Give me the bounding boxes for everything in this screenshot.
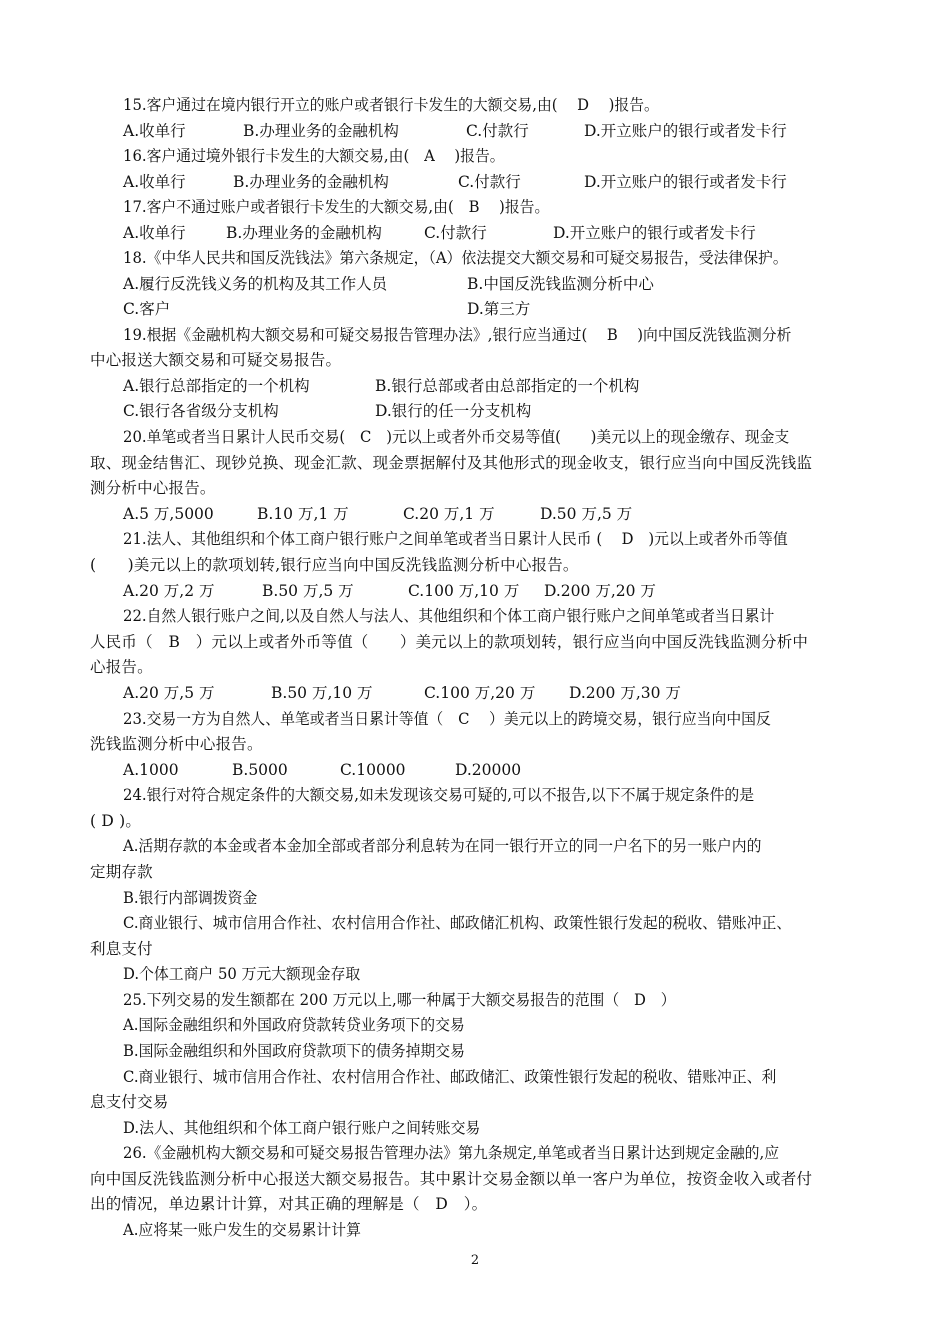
q16-option-d: D.开立账户的银行或者发卡行 <box>584 173 787 191</box>
q20-option-a: A.5 万,5000 <box>123 505 214 523</box>
q24-option-c: C.商业银行、城市信用合作社、农村信用合作社、邮政储汇机构、政策性银行发起的税收、错账冲正、 <box>123 914 792 932</box>
question-25: 25.下列交易的发生额都在 200 万元以上,哪一种属于大额交易报告的范围（ D ） <box>123 991 676 1009</box>
q25-option-b: B.国际金融组织和外国政府贷款项下的债务掉期交易 <box>123 1042 465 1060</box>
q18-option-a: A.履行反洗钱义务的机构及其工作人员 <box>123 275 388 293</box>
q15-option-d: D.开立账户的银行或者发卡行 <box>584 122 787 140</box>
q23-option-b: B.5000 <box>232 761 288 779</box>
q22-option-d: D.200 万,30 万 <box>569 684 681 702</box>
question-16: 16.客户通过境外银行卡发生的大额交易,由( A )报告。 <box>123 147 505 165</box>
q24-option-d: D.个体工商户 50 万元大额现金存取 <box>123 965 361 983</box>
question-23-cont: 洗钱监测分析中心报告。 <box>90 735 263 753</box>
q23-option-c: C.10000 <box>340 761 406 779</box>
question-17: 17.客户不通过账户或者银行卡发生的大额交易,由( B )报告。 <box>123 198 550 216</box>
question-19: 19.根据《金融机构大额交易和可疑交易报告管理办法》,银行应当通过( B )向中国反洗钱监测分析 <box>123 326 792 344</box>
q17-option-a: A.收单行 <box>123 224 186 242</box>
q21-option-c: C.100 万,10 万 <box>408 582 520 600</box>
q23-option-a: A.1000 <box>123 761 179 779</box>
q24-option-a: A.活期存款的本金或者本金加全部或者部分利息转为在同一银行开立的同一户名下的另一账户内的 <box>123 837 762 855</box>
question-22-cont-2: 心报告。 <box>90 658 153 676</box>
q19-option-a: A.银行总部指定的一个机构 <box>123 377 310 395</box>
q15-option-c: C.付款行 <box>466 122 529 140</box>
q19-option-d: D.银行的任一分支机构 <box>375 402 532 420</box>
q17-option-b: B.办理业务的金融机构 <box>226 224 382 242</box>
q21-option-a: A.20 万,2 万 <box>123 582 215 600</box>
question-26-cont-1: 向中国反洗钱监测分析中心报送大额交易报告。其中累计交易金额以单一客户为单位，按资金收入或者付 <box>90 1170 813 1188</box>
q20-option-c: C.20 万,1 万 <box>403 505 495 523</box>
question-22-cont-1: 人民币（ B ）元以上或者外币等值（ ）美元以上的款项划转，银行应当向中国反洗钱监测分析中 <box>90 633 809 651</box>
question-20-cont-1: 取、现金结售汇、现钞兑换、现金汇款、现金票据解付及其他形式的现金收支，银行应当向中国反洗钱监 <box>90 454 813 472</box>
q16-option-c: C.付款行 <box>458 173 521 191</box>
q22-option-c: C.100 万,20 万 <box>424 684 536 702</box>
question-19-cont: 中心报送大额交易和可疑交易报告。 <box>90 351 342 369</box>
q21-option-b: B.50 万,5 万 <box>262 582 354 600</box>
q23-option-d: D.20000 <box>455 761 522 779</box>
q24-option-c-cont: 利息支付 <box>90 940 153 958</box>
q15-option-a: A.收单行 <box>123 122 186 140</box>
question-15: 15.客户通过在境内银行开立的账户或者银行卡发生的大额交易,由( D )报告。 <box>123 96 659 114</box>
q22-option-b: B.50 万,10 万 <box>271 684 373 702</box>
q26-option-a: A.应将某一账户发生的交易累计计算 <box>123 1221 361 1239</box>
q24-option-a-cont: 定期存款 <box>90 863 153 881</box>
question-21-cont: ( )美元以上的款项划转,银行应当向中国反洗钱监测分析中心报告。 <box>90 556 579 574</box>
q19-option-c: C.银行各省级分支机构 <box>123 402 279 420</box>
q25-option-d: D.法人、其他组织和个体工商户银行账户之间转账交易 <box>123 1119 481 1137</box>
q16-option-a: A.收单行 <box>123 173 186 191</box>
q20-option-d: D.50 万,5 万 <box>540 505 633 523</box>
q18-option-c: C.客户 <box>123 300 171 318</box>
q25-option-c-cont: 息支付交易 <box>90 1093 169 1111</box>
q18-option-b: B.中国反洗钱监测分析中心 <box>467 275 654 293</box>
q25-option-c: C.商业银行、城市信用合作社、农村信用合作社、邮政储汇、政策性银行发起的税收、错账冲正、利 <box>123 1068 777 1086</box>
question-24-cont: ( D )。 <box>90 812 142 830</box>
question-20-cont-2: 测分析中心报告。 <box>90 479 216 497</box>
question-22: 22.自然人银行账户之间,以及自然人与法人、其他组织和个体工商户银行账户之间单笔或者当日累计 <box>123 607 775 625</box>
q17-option-c: C.付款行 <box>424 224 487 242</box>
q25-option-a: A.国际金融组织和外国政府贷款转贷业务项下的交易 <box>123 1016 465 1034</box>
question-23: 23.交易一方为自然人、单笔或者当日累计等值（ C ）美元以上的跨境交易，银行应当向中国反 <box>123 710 771 728</box>
q15-option-b: B.办理业务的金融机构 <box>243 122 399 140</box>
question-21: 21.法人、其他组织和个体工商户银行账户之间单笔或者当日累计人民币 ( D )元以上或者外币等值 <box>123 530 788 548</box>
question-26: 26.《金融机构大额交易和可疑交易报告管理办法》第九条规定,单笔或者当日累计达到规定金融的,应 <box>123 1144 780 1162</box>
question-18: 18.《中华人民共和国反洗钱法》第六条规定，（A）依法提交大额交易和可疑交易报告，受法律保护。 <box>123 249 788 267</box>
q16-option-b: B.办理业务的金融机构 <box>233 173 389 191</box>
q20-option-b: B.10 万,1 万 <box>257 505 349 523</box>
question-24: 24.银行对符合规定条件的大额交易,如未发现该交易可疑的,可以不报告,以下不属于规定条件的是 <box>123 786 755 804</box>
q24-option-b: B.银行内部调拨资金 <box>123 889 258 907</box>
question-26-cont-2: 出的情况，单边累计计算，对其正确的理解是（ D ）。 <box>90 1195 488 1213</box>
q21-option-d: D.200 万,20 万 <box>544 582 656 600</box>
q18-option-d: D.第三方 <box>467 300 531 318</box>
q19-option-b: B.银行总部或者由总部指定的一个机构 <box>375 377 640 395</box>
question-20: 20.单笔或者当日累计人民币交易( C )元以上或者外币交易等值( )美元以上的现金缴存、现金支 <box>123 428 790 446</box>
page-number: 2 <box>470 1253 480 1268</box>
q17-option-d: D.开立账户的银行或者发卡行 <box>553 224 756 242</box>
q22-option-a: A.20 万,5 万 <box>123 684 215 702</box>
